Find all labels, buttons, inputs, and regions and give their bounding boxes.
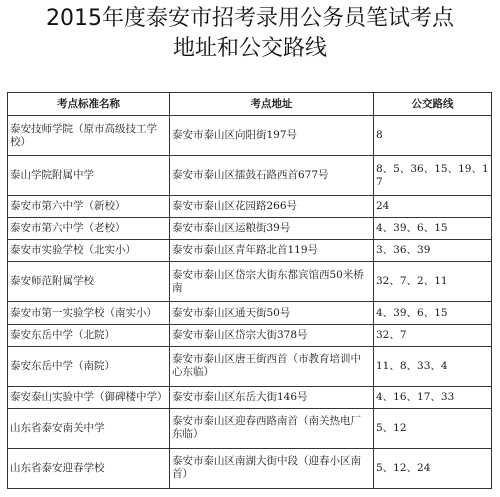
- site-name-cell: 泰安师范附属学校: [8, 262, 170, 302]
- table-row: [8, 196, 492, 218]
- site-name-cell: 泰安东岳中学（南院）: [8, 346, 170, 386]
- site-address-cell: 泰安市泰山区岱宗大街378号: [170, 324, 374, 346]
- page-title: [0, 4, 500, 64]
- header-site-name: 考点标准名称: [8, 93, 170, 116]
- site-address-cell: 泰安市泰山区唐王街西首（市教育培训中心东临）: [170, 346, 374, 386]
- bus-routes-cell: 3、36、39: [374, 240, 492, 262]
- site-name-cell: 泰安东岳中学（北院）: [8, 324, 170, 346]
- site-name-cell: 泰山学院附属中学: [8, 156, 170, 196]
- site-address-cell: 泰安市泰山区擂鼓石路西首677号: [170, 156, 374, 196]
- table-row: [8, 218, 492, 240]
- exam-site-table: [7, 92, 492, 489]
- table-row: [8, 302, 492, 324]
- table-row: [8, 324, 492, 346]
- site-name-cell: 泰安市第六中学（老校）: [8, 218, 170, 240]
- site-address-cell: 泰安市泰山区迎春西路南首（南关热电厂东临）: [170, 408, 374, 448]
- table-row: [8, 116, 492, 156]
- site-address-cell: 泰安市泰山区东岳大街146号: [170, 386, 374, 408]
- site-name-cell: 泰安市第一实验学校（南实小）: [8, 302, 170, 324]
- site-address-cell: 泰安市泰山区运粮街39号: [170, 218, 374, 240]
- bus-routes-cell: 5、12: [374, 408, 492, 448]
- bus-routes-cell: 32、7: [374, 324, 492, 346]
- site-name-cell: 山东省泰安南关中学: [8, 408, 170, 448]
- bus-routes-cell: 4、39、6、15: [374, 302, 492, 324]
- bus-routes-cell: 8: [374, 116, 492, 156]
- bus-routes-cell: 4、39、6、15: [374, 218, 492, 240]
- site-address-cell: 泰安市泰山区南湖大街中段（迎春小区南首）: [170, 448, 374, 488]
- table-row: [8, 408, 492, 448]
- site-name-cell: 泰安市第六中学（新校）: [8, 196, 170, 218]
- site-name-cell: 山东省泰安迎春学校: [8, 448, 170, 488]
- table-row: [8, 156, 492, 196]
- table-row: [8, 240, 492, 262]
- bus-routes-cell: 32、7、2、11: [374, 262, 492, 302]
- bus-routes-cell: 8、5、36、15、19、17: [374, 156, 492, 196]
- header-site-address: 考点地址: [170, 93, 374, 116]
- site-name-cell: 泰安泰山实验中学（御碑楼中学）: [8, 386, 170, 408]
- table-row: [8, 262, 492, 302]
- table-row: [8, 448, 492, 488]
- table-row: [8, 346, 492, 386]
- site-name-cell: 泰安技师学院（原市高级技工学校）: [8, 116, 170, 156]
- table-row: [8, 386, 492, 408]
- bus-routes-cell: 4、16、17、33: [374, 386, 492, 408]
- site-address-cell: 泰安市泰山区青年路北首119号: [170, 240, 374, 262]
- site-address-cell: 泰安市泰山区向阳街197号: [170, 116, 374, 156]
- bus-routes-cell: 24: [374, 196, 492, 218]
- site-address-cell: 泰安市泰山区通天街50号: [170, 302, 374, 324]
- table-header-row: [8, 93, 492, 116]
- site-address-cell: 泰安市泰山区岱宗大街东都宾馆西50米桥南: [170, 262, 374, 302]
- page-title-line-2: 地址和公交路线: [172, 36, 327, 61]
- site-name-cell: 泰安市实验学校（北实小）: [8, 240, 170, 262]
- bus-routes-cell: 11、8、33、4: [374, 346, 492, 386]
- site-address-cell: 泰安市泰山区花园路266号: [170, 196, 374, 218]
- header-bus-routes: 公交路线: [374, 93, 492, 116]
- page-title-line-1: 2015年度泰安市招考录用公务员笔试考点: [46, 6, 454, 31]
- bus-routes-cell: 5、12、24: [374, 448, 492, 488]
